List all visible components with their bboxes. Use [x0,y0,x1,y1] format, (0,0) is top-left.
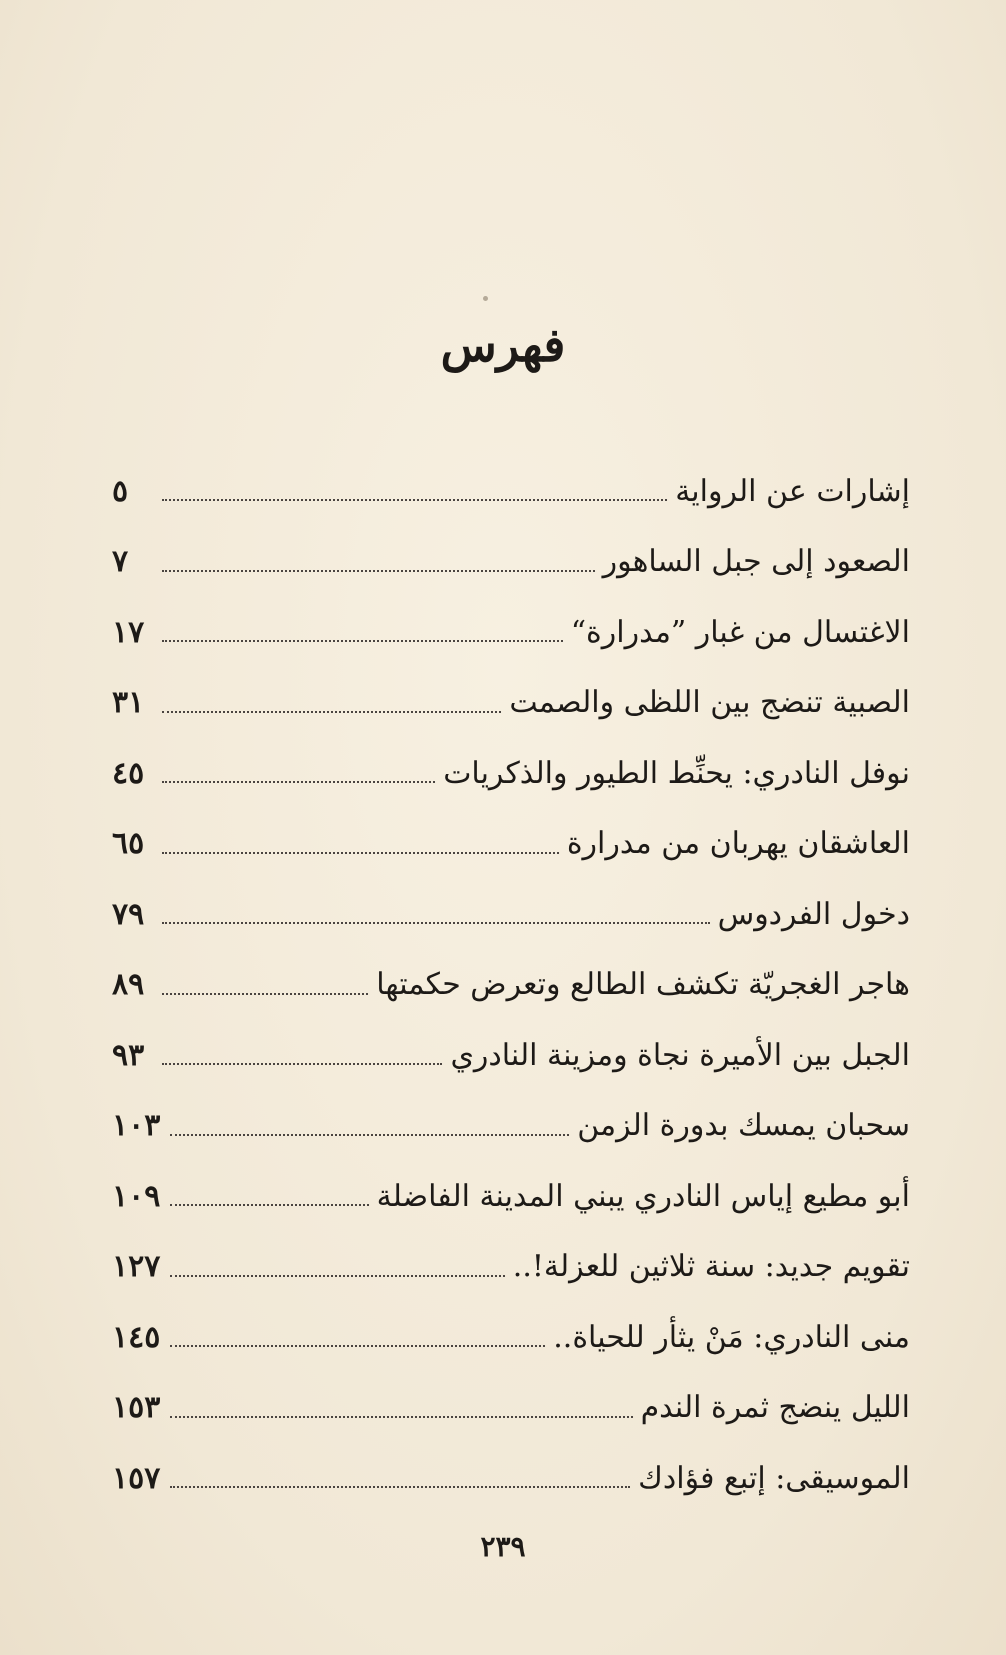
toc-entry [112,527,910,598]
toc-entry-page: ٨٩ [112,967,145,1003]
toc-entry-page: ٥ [112,473,129,509]
toc-entry [112,879,910,950]
toc-entry-title: نوفل النادري: يحنِّط الطيور والذكريات [443,755,910,791]
toc-entry [112,1302,910,1373]
toc-entry-page: ٧ [112,544,129,580]
toc-entry [112,1020,910,1091]
toc-entry [112,1443,910,1514]
dot-leader [162,993,368,995]
toc-entry-title: إشارات عن الرواية [675,473,910,509]
toc-entry-page: ٤٥ [112,755,145,791]
toc-entry-page: ٣١ [112,685,145,721]
toc-entry-title: الاغتسال من غبار ”مدرارة“ [570,614,910,650]
toc-entry-page: ١٧ [112,614,145,650]
toc-entry-title: العاشقان يهربان من مدرارة [566,826,910,862]
dot-leader [162,852,559,854]
toc-entry-page: ١٥٣ [112,1390,161,1426]
toc-entry-page: ١٢٧ [112,1249,161,1285]
toc-entry-title: أبو مطيع إياس النادري يبني المدينة الفاضلة [376,1178,910,1214]
dot-leader [170,1345,545,1347]
toc-entry-title: الصعود إلى جبل الساهور [602,544,910,580]
page-title: فهرس [440,318,566,372]
toc-entry [112,950,910,1021]
toc-entry [112,597,910,668]
toc-entry-page: ١٥٧ [112,1460,161,1496]
dot-leader [170,1134,569,1136]
toc-entry [112,738,910,809]
table-of-contents [112,456,910,1514]
toc-entry-title: منى النادري: مَنْ يثأر للحياة.. [553,1319,910,1355]
toc-entry-page: ١٠٩ [112,1178,161,1214]
paper-speck [483,296,488,301]
page-number: ٢٣٩ [480,1530,526,1563]
dot-leader [170,1204,368,1206]
toc-entry-page: ١٤٥ [112,1319,161,1355]
toc-entry [112,668,910,739]
toc-entry [112,1091,910,1162]
toc-entry-page: ١٠٣ [112,1108,161,1144]
toc-entry [112,809,910,880]
toc-entry-page: ٧٩ [112,896,145,932]
toc-entry-title: الليل ينضج ثمرة الندم [640,1390,910,1426]
toc-entry-title: الموسيقى: إتبع فؤادك [638,1460,910,1496]
toc-entry [112,1373,910,1444]
dot-leader [170,1275,504,1277]
toc-entry-title: تقويم جديد: سنة ثلاثين للعزلة!.. [512,1249,910,1285]
toc-entry [112,1232,910,1303]
dot-leader [162,570,595,572]
toc-entry-title: دخول الفردوس [717,896,910,932]
dot-leader [162,922,710,924]
dot-leader [162,781,435,783]
toc-entry [112,1161,910,1232]
toc-entry-title: الجبل بين الأميرة نجاة ومزينة النادري [450,1037,910,1073]
dot-leader [162,499,667,501]
dot-leader [162,711,501,713]
dot-leader [162,640,563,642]
toc-entry-title: سحبان يمسك بدورة الزمن [577,1108,910,1144]
toc-entry-page: ٦٥ [112,826,145,862]
toc-entry-title: الصبية تنضج بين اللظى والصمت [509,685,910,721]
toc-entry-title: هاجر الغجريّة تكشف الطالع وتعرض حكمتها [376,967,910,1003]
dot-leader [170,1416,632,1418]
toc-entry-page: ٩٣ [112,1037,145,1073]
toc-entry [112,456,910,527]
dot-leader [162,1063,442,1065]
dot-leader [170,1486,630,1488]
